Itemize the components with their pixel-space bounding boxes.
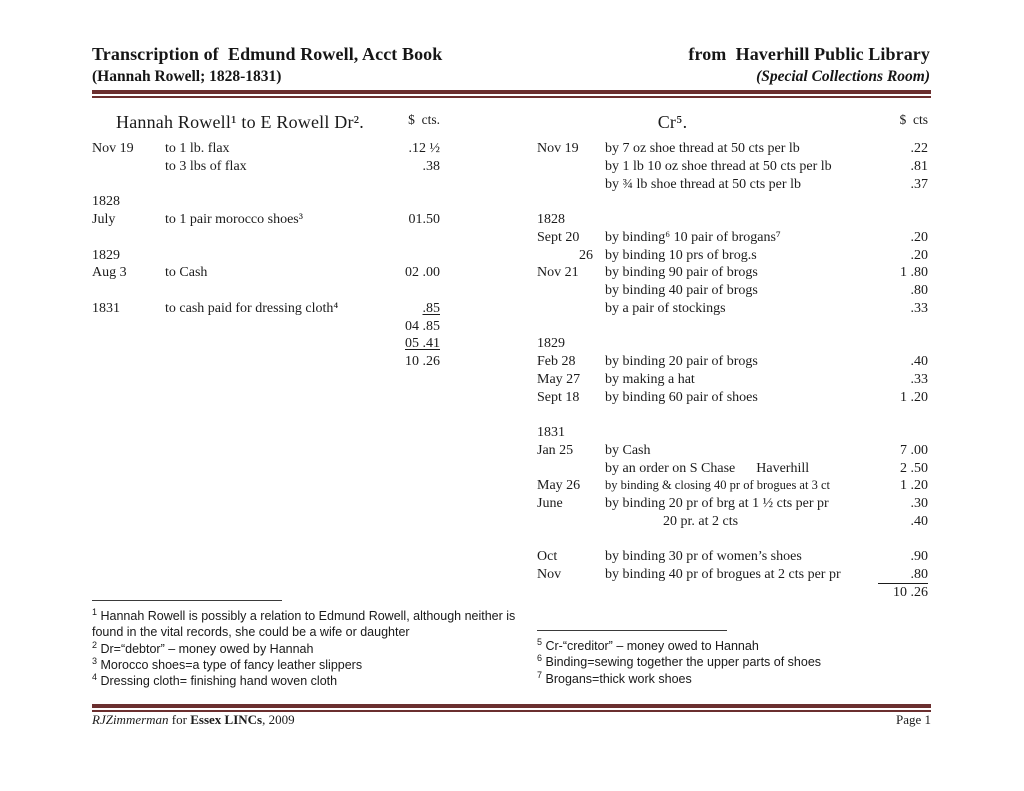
ledger-row <box>537 353 928 371</box>
row-amount-value: 1 .20 <box>900 389 928 405</box>
row-amount <box>852 282 928 300</box>
footnote-marker: 3 <box>92 655 98 666</box>
debit-header-row <box>92 112 440 140</box>
footnote-marker: 7 <box>537 669 543 680</box>
document-title: Transcription of Edmund Rowell, Acct Book <box>92 44 443 64</box>
row-item: by an order on S Chase Haverhill <box>605 460 810 476</box>
row-amount-value: .33 <box>910 371 928 387</box>
row-item <box>605 424 852 442</box>
row-amount <box>852 335 928 353</box>
row-amount <box>852 460 928 478</box>
row-date: May 27 <box>537 371 581 387</box>
row-date: June <box>537 496 563 511</box>
row-amount <box>360 282 440 300</box>
row-item: by binding 10 prs of brog.s <box>605 247 757 263</box>
row-item <box>165 282 360 300</box>
ledger-row <box>92 300 440 318</box>
credit-rows <box>537 140 928 602</box>
ledger-row <box>92 140 440 158</box>
debit-ledger <box>92 112 440 371</box>
debit-title: Hannah Rowell¹ to E Rowell Dr². <box>116 112 364 132</box>
ledger-row <box>537 584 928 602</box>
row-item <box>605 211 852 229</box>
footnote <box>92 641 516 657</box>
row-amount-value: .40 <box>910 513 928 529</box>
row-item <box>165 229 360 247</box>
ledger-row <box>537 335 928 353</box>
footnote-text: Cr-“creditor” – money owed to Hannah <box>542 639 759 653</box>
row-amount <box>852 176 928 194</box>
ledger-row <box>92 264 440 282</box>
row-item: by binding 20 pair of brogs <box>605 354 758 369</box>
row-amount <box>852 548 928 566</box>
row-amount-value: .80 <box>878 567 928 584</box>
footnote-list-right <box>537 638 947 687</box>
header-rule-thin <box>92 96 931 98</box>
row-amount <box>852 371 928 389</box>
footnote <box>92 608 516 641</box>
row-amount <box>852 566 928 584</box>
footnote-text: Hannah Rowell is possibly a relation to Edmund Rowell, although neither is found in the vital records, she could be a wife or daughter <box>92 609 516 640</box>
row-amount <box>360 264 440 282</box>
row-amount-value: .33 <box>910 300 928 316</box>
row-item <box>605 406 852 424</box>
row-item: to 1 lb. flax <box>165 141 230 156</box>
header-rule <box>92 90 931 98</box>
row-amount-value: .81 <box>910 158 928 174</box>
row-item <box>165 193 360 211</box>
ledger-row <box>537 566 928 584</box>
footnote-divider <box>537 630 727 631</box>
row-date: May 26 <box>537 478 581 494</box>
row-amount <box>852 513 928 531</box>
row-item <box>165 335 360 353</box>
row-item: by a pair of stockings <box>605 300 726 316</box>
row-item <box>605 335 852 353</box>
ledger-row <box>92 229 440 247</box>
row-amount <box>852 158 928 176</box>
footnote-text: Brogans=thick work shoes <box>542 671 692 686</box>
row-amount-value: .85 <box>422 300 440 316</box>
ledger-row <box>537 211 928 229</box>
row-date <box>537 318 605 336</box>
row-date: Oct <box>537 549 558 565</box>
row-amount-value: 1 .20 <box>900 478 928 494</box>
row-amount <box>852 211 928 229</box>
ledger-row <box>92 353 440 371</box>
row-date <box>92 282 165 300</box>
row-item <box>165 353 360 371</box>
row-amount <box>852 229 928 247</box>
footnote-marker: 6 <box>537 653 543 664</box>
row-date <box>537 460 605 478</box>
footer-year: , 2009 <box>262 712 295 727</box>
row-date: Sept 18 <box>537 389 580 405</box>
row-amount <box>852 318 928 336</box>
row-amount-value: .12 ½ <box>408 141 440 156</box>
row-date <box>537 406 605 424</box>
row-amount <box>852 406 928 424</box>
row-amount-value: 10 .26 <box>405 354 440 369</box>
header-right <box>688 44 930 86</box>
row-amount <box>360 140 440 158</box>
row-date <box>537 300 605 318</box>
footnote <box>92 673 516 689</box>
credit-title: Cr⁵. <box>657 112 688 132</box>
row-amount <box>852 353 928 371</box>
row-item: by Cash <box>605 442 651 458</box>
ledger-row <box>537 389 928 407</box>
row-amount <box>360 335 440 353</box>
row-amount-value: 05 .41 <box>405 336 440 352</box>
row-date <box>537 513 605 531</box>
ledger-row <box>537 282 928 300</box>
footer <box>92 712 931 728</box>
ledger-row <box>537 513 928 531</box>
ledger-row <box>537 548 928 566</box>
row-date <box>92 158 165 176</box>
row-date <box>92 353 165 371</box>
ledger-row <box>537 264 928 282</box>
footer-rule <box>92 704 931 712</box>
row-date: 26 <box>579 247 593 263</box>
row-item: to cash paid for dressing cloth⁴ <box>165 300 339 316</box>
row-date <box>537 158 605 176</box>
row-amount <box>360 158 440 176</box>
row-date <box>537 176 605 194</box>
row-amount <box>852 584 928 602</box>
row-date: Nov 19 <box>92 141 134 156</box>
ledger-row <box>92 193 440 211</box>
row-item <box>165 247 360 265</box>
source-subtitle: (Special Collections Room) <box>756 68 930 85</box>
row-date: Jan 25 <box>537 442 574 458</box>
row-item: by ¾ lb shoe thread at 50 cts per lb <box>605 176 801 192</box>
ledger-row <box>537 247 928 265</box>
footer-for: for <box>168 712 191 727</box>
row-amount-value: 01.50 <box>408 212 440 227</box>
footer-credit <box>92 712 295 728</box>
row-item <box>165 318 360 336</box>
row-date <box>92 318 165 336</box>
footnote <box>537 638 947 654</box>
ledger-row <box>92 247 440 265</box>
row-item: by binding 90 pair of brogs <box>605 265 758 281</box>
row-amount-value: .80 <box>910 283 928 298</box>
row-amount <box>360 229 440 247</box>
row-item: to Cash <box>165 265 208 281</box>
row-date <box>537 282 605 300</box>
row-item <box>605 531 852 549</box>
ledger-row <box>537 424 928 442</box>
document-subtitle: (Hannah Rowell; 1828-1831) <box>92 68 282 85</box>
row-item: by 1 lb 10 oz shoe thread at 50 cts per lb <box>605 158 832 174</box>
row-date: July <box>92 212 116 227</box>
row-amount-value: .38 <box>422 158 440 174</box>
row-amount <box>360 211 440 229</box>
row-amount-value: .90 <box>910 549 928 565</box>
row-amount <box>852 247 928 265</box>
row-item: by binding 40 pr of brogues at 2 cts per pr <box>605 567 841 582</box>
ledger-row <box>537 371 928 389</box>
source-title: from Haverhill Public Library <box>688 44 930 64</box>
ledger-row <box>537 318 928 336</box>
credit-header-row <box>537 112 928 140</box>
row-date: 1831 <box>92 300 120 316</box>
footer-org: Essex LINCs <box>190 712 263 727</box>
row-date: 1829 <box>92 247 120 263</box>
row-item: by 7 oz shoe thread at 50 cts per lb <box>605 141 800 156</box>
ledger-row <box>537 477 928 495</box>
row-amount <box>852 424 928 442</box>
row-amount-value: 7 .00 <box>900 442 928 458</box>
ledger-row <box>92 211 440 229</box>
row-item: by binding⁶ 10 pair of brogans⁷ <box>605 229 781 245</box>
row-date: 1829 <box>537 336 565 352</box>
debit-rows <box>92 140 440 371</box>
header-left <box>92 44 442 86</box>
row-amount <box>360 318 440 336</box>
row-amount <box>852 495 928 513</box>
row-item: 20 pr. at 2 cts <box>663 513 739 529</box>
row-date: 1831 <box>537 425 565 440</box>
row-amount-value: .20 <box>910 229 928 245</box>
row-date <box>92 229 165 247</box>
row-item: by binding & closing 40 pr of brogues at 3 ct <box>605 478 830 493</box>
footnote-list-left <box>92 608 516 689</box>
footnote <box>537 654 947 670</box>
footnote-marker: 1 <box>92 606 98 617</box>
row-date: 1828 <box>537 212 565 227</box>
debit-money-header: $ cts. <box>408 112 440 127</box>
row-amount <box>360 300 440 318</box>
row-date: Aug 3 <box>92 265 127 281</box>
footnote <box>92 657 516 673</box>
row-amount <box>852 140 928 158</box>
row-item <box>605 318 852 336</box>
row-date: Sept 20 <box>537 229 580 245</box>
row-amount <box>852 389 928 407</box>
row-item <box>165 176 360 194</box>
row-amount <box>852 193 928 211</box>
ledger-row <box>537 140 928 158</box>
footnote-text: Binding=sewing together the upper parts of shoes <box>542 655 822 670</box>
row-amount-value: 02 .00 <box>405 265 440 281</box>
footnote-divider <box>92 600 282 601</box>
row-item: to 1 pair morocco shoes³ <box>165 212 303 227</box>
row-item <box>605 193 852 211</box>
row-amount-value: .37 <box>910 176 928 192</box>
ledger-row <box>537 531 928 549</box>
footer-author: RJZimmerman <box>92 712 169 727</box>
footnotes-left <box>92 600 516 689</box>
row-amount-value: .40 <box>910 354 928 369</box>
row-date: 1828 <box>92 194 120 210</box>
row-item: by binding 20 pr of brg at 1 ½ cts per pr <box>605 496 829 511</box>
row-amount <box>852 264 928 282</box>
row-amount <box>360 176 440 194</box>
row-amount <box>852 477 928 495</box>
row-amount-value: 1 .80 <box>900 265 928 281</box>
row-amount-value: .30 <box>910 496 928 511</box>
row-amount <box>852 300 928 318</box>
ledger-row <box>537 460 928 478</box>
footnotes-right <box>537 630 947 687</box>
footnote <box>537 671 947 687</box>
row-date: Nov <box>537 567 562 582</box>
footnote-marker: 4 <box>92 672 98 683</box>
ledger-row <box>537 229 928 247</box>
ledger-row <box>92 158 440 176</box>
credit-money-header: $ cts <box>899 112 928 127</box>
row-amount <box>360 353 440 371</box>
ledger-row <box>92 282 440 300</box>
row-date <box>537 193 605 211</box>
row-date <box>92 335 165 353</box>
ledger-row <box>537 495 928 513</box>
ledger-row <box>92 176 440 194</box>
row-item <box>605 584 852 602</box>
ledger-row <box>92 318 440 336</box>
row-item: by making a hat <box>605 371 695 387</box>
row-item: by binding 60 pair of shoes <box>605 389 758 405</box>
row-date: Nov 21 <box>537 265 579 281</box>
row-amount-value: 2 .50 <box>900 460 928 476</box>
footnote-text: Morocco shoes=a type of fancy leather slippers <box>97 657 363 672</box>
ledger-row <box>537 442 928 460</box>
ledger-row <box>537 176 928 194</box>
ledger-row <box>537 406 928 424</box>
row-date: Nov 19 <box>537 141 579 156</box>
ledger-row <box>537 193 928 211</box>
ledger-row <box>537 300 928 318</box>
row-amount-value: 04 .85 <box>405 318 440 334</box>
row-amount-value: .20 <box>910 247 928 263</box>
row-amount <box>360 247 440 265</box>
footnote-marker: 5 <box>537 636 543 647</box>
row-amount <box>852 442 928 460</box>
footnote-marker: 2 <box>92 639 98 650</box>
page-number: Page 1 <box>895 712 931 727</box>
row-item: to 3 lbs of flax <box>165 158 247 174</box>
ledger-row <box>92 335 440 353</box>
row-amount <box>360 193 440 211</box>
row-date <box>537 584 605 602</box>
footnote-text: Dr=“debtor” – money owed by Hannah <box>97 641 314 656</box>
row-date: Feb 28 <box>537 354 576 369</box>
row-amount <box>852 531 928 549</box>
ledger-row <box>537 158 928 176</box>
footnote-text: Dressing cloth= finishing hand woven cloth <box>97 674 338 689</box>
row-amount-value: .22 <box>910 141 928 156</box>
row-item: by binding 40 pair of brogs <box>605 283 758 298</box>
row-item: by binding 30 pr of women’s shoes <box>605 549 802 565</box>
credit-ledger <box>537 112 928 602</box>
row-date <box>537 531 605 549</box>
row-amount-value: 10 .26 <box>893 584 928 600</box>
row-date <box>92 176 165 194</box>
